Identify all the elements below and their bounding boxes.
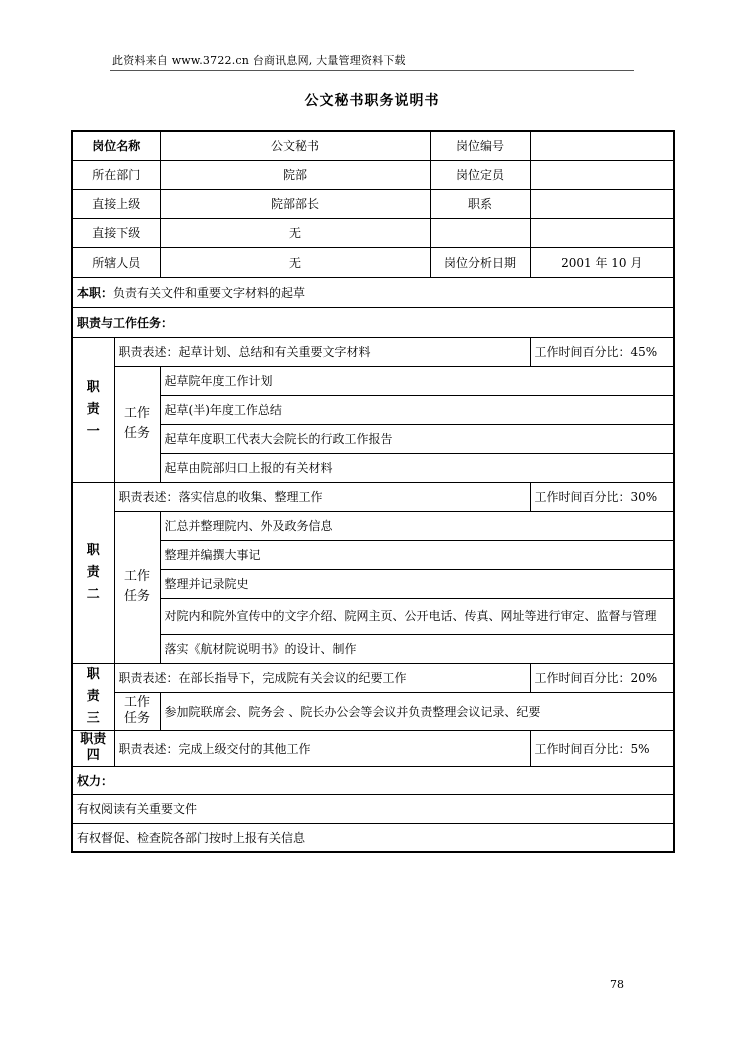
power-item: 有权督促、检查院各部门按时上报有关信息 (72, 823, 674, 852)
value-position-name: 公文秘书 (160, 131, 430, 160)
task-item: 整理并记录院史 (160, 569, 674, 598)
power-row (72, 794, 674, 823)
duty-1-task-label: 工作 任务 (114, 366, 160, 482)
power-row (72, 823, 674, 852)
task-row (72, 692, 674, 730)
task-row (72, 511, 674, 540)
value-staff: 无 (160, 247, 430, 277)
label-job-family: 职系 (430, 189, 530, 218)
job-description-table (71, 130, 675, 853)
task-row (72, 424, 674, 453)
task-row (72, 598, 674, 634)
info-row-subordinate (72, 218, 674, 247)
duties-title-row (72, 307, 674, 337)
task-row (72, 634, 674, 663)
label-position-name: 岗位名称 (72, 131, 160, 160)
header-divider (110, 70, 634, 71)
task-row (72, 540, 674, 569)
task-item: 起草由院部归口上报的有关材料 (160, 453, 674, 482)
power-title-row (72, 766, 674, 794)
page-header: 此资料来自 www.3722.cn 台商讯息网, 大量管理资料下载 (112, 54, 406, 67)
task-row (72, 453, 674, 482)
task-row (72, 569, 674, 598)
duty-3-task-label: 工作 任务 (114, 692, 160, 730)
duty-2-statement-row (72, 482, 674, 511)
value-direct-superior: 院部部长 (160, 189, 430, 218)
label-direct-superior: 直接上级 (72, 189, 160, 218)
summary-text: 负责有关文件和重要文字材料的起草 (113, 285, 306, 300)
info-row-superior (72, 189, 674, 218)
value-department: 院部 (160, 160, 430, 189)
value-headcount (530, 160, 674, 189)
power-item: 有权阅读有关重要文件 (72, 794, 674, 823)
duty-4-heading: 职责 四 (72, 730, 114, 766)
task-row (72, 366, 674, 395)
value-direct-subordinate: 无 (160, 218, 430, 247)
duty-1-statement-row (72, 337, 674, 366)
label-department: 所在部门 (72, 160, 160, 189)
duty-4-statement: 职责表述：完成上级交付的其他工作 (114, 730, 530, 766)
duty-3-heading: 职 责 三 (72, 663, 114, 730)
task-item: 起草(半)年度工作总结 (160, 395, 674, 424)
task-item: 参加院联席会、院务会 、院长办公会等会议并负责整理会议记录、纪要 (160, 692, 674, 730)
summary-label: 本职： (77, 285, 114, 300)
duty-3-statement-row (72, 663, 674, 692)
empty-cell (530, 218, 674, 247)
task-item: 对院内和院外宣传中的文字介绍、院网主页、公开电话、传真、网址等进行审定、监督与管理 (160, 598, 674, 634)
duty-4-statement-row (72, 730, 674, 766)
label-analysis-date: 岗位分析日期 (430, 247, 530, 277)
info-row-staff (72, 247, 674, 277)
label-direct-subordinate: 直接下级 (72, 218, 160, 247)
info-row-department (72, 160, 674, 189)
duty-4-percent: 工作时间百分比：5% (530, 730, 674, 766)
task-item: 汇总并整理院内、外及政务信息 (160, 511, 674, 540)
duty-1-percent: 工作时间百分比：45% (530, 337, 674, 366)
empty-cell (430, 218, 530, 247)
task-item: 落实《航材院说明书》的设计、制作 (160, 634, 674, 663)
duty-1-heading: 职 责 一 (72, 337, 114, 482)
duty-2-task-label: 工作 任务 (114, 511, 160, 663)
duty-3-statement: 职责表述：在部长指导下，完成院有关会议的纪要工作 (114, 663, 530, 692)
duties-title: 职责与工作任务： (72, 307, 674, 337)
label-headcount: 岗位定员 (430, 160, 530, 189)
document-title: 公文秘书职务说明书 (304, 93, 440, 109)
duty-2-percent: 工作时间百分比：30% (530, 482, 674, 511)
value-position-code (530, 131, 674, 160)
task-item: 起草院年度工作计划 (160, 366, 674, 395)
task-item: 起草年度职工代表大会院长的行政工作报告 (160, 424, 674, 453)
duty-1-statement: 职责表述：起草计划、总结和有关重要文字材料 (114, 337, 530, 366)
duty-2-heading: 职 责 二 (72, 482, 114, 663)
label-position-code: 岗位编号 (430, 131, 530, 160)
task-row (72, 395, 674, 424)
task-item: 整理并编撰大事记 (160, 540, 674, 569)
duty-3-percent: 工作时间百分比：20% (530, 663, 674, 692)
summary-row (72, 277, 674, 307)
power-title: 权力： (72, 766, 674, 794)
page-number: 78 (610, 978, 624, 991)
info-row-position (72, 131, 674, 160)
value-job-family (530, 189, 674, 218)
duty-2-statement: 职责表述：落实信息的收集、整理工作 (114, 482, 530, 511)
label-staff: 所辖人员 (72, 247, 160, 277)
value-analysis-date: 2001 年 10 月 (530, 247, 674, 277)
